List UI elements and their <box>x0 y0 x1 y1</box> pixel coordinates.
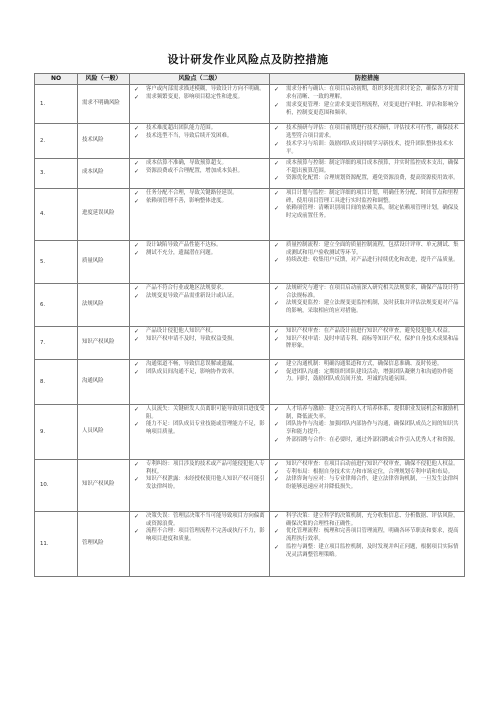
checkmark-icon: ✓ <box>134 189 140 197</box>
checkmark-icon: ✓ <box>274 476 280 484</box>
risk-point-text: 测试不充分，遗漏潜在问题。 <box>146 249 217 256</box>
risk-point-list <box>133 160 266 176</box>
risk-point-text: 团队成员间沟通不足，影响协作效率。 <box>146 368 238 375</box>
risk-point-list <box>133 406 266 438</box>
checkmark-icon: ✓ <box>134 249 140 257</box>
checkmark-icon: ✓ <box>134 167 140 175</box>
measure-list <box>273 461 461 493</box>
row-number: 6. <box>35 283 78 326</box>
measure-item <box>273 285 461 301</box>
measures-cell <box>270 511 465 576</box>
measure-text: 需求变更管理：建立需求变更管理流程，对变更进行审批、评估和影响分析，控制变更范围和频率。 <box>286 101 459 116</box>
risk-point-item <box>133 190 266 198</box>
measure-text: 团队协作与沟通：加强团队内部协作与沟通，确保团队成员之间的知识共享和能力提升。 <box>286 421 459 436</box>
table-row <box>35 459 465 511</box>
measure-text: 促进团队沟通：定期组织团队建设活动，增强团队凝聚力和沟通协作能力。同时，鼓励团队成员间开放、坦诚的沟通氛围。 <box>286 368 454 383</box>
measure-list <box>273 125 461 157</box>
risk-point-item <box>133 285 266 293</box>
table-row <box>35 158 465 188</box>
row-number: 5. <box>35 240 78 283</box>
measure-list <box>273 160 461 184</box>
measures-cell <box>270 283 465 326</box>
measure-text: 技术学习与培训：鼓励团队成员持续学习新技术，提升团队整体技术水平。 <box>286 140 454 155</box>
measure-item <box>273 141 461 157</box>
table-row <box>35 124 465 159</box>
risk-point-text: 知识产权泄露：未经授权使用他人知识产权可能引发法律纠纷。 <box>146 476 265 491</box>
measures-cell <box>270 240 465 283</box>
checkmark-icon: ✓ <box>274 189 280 197</box>
measure-text: 科学决策：建立科学的决策机制，充分收集信息、分析数据、评估风险，确保决策的合理性和正确性。 <box>286 512 459 527</box>
measure-text: 知识产权审查：在项目启动前进行知识产权审查，确保不侵犯他人权益。 <box>286 460 459 467</box>
measure-item <box>273 336 461 352</box>
measure-item <box>273 86 461 102</box>
measure-text: 质量控制流程：建立全面的质量控制流程，包括设计评审、单元测试、集成测试和用户验收测试等环节。 <box>286 241 459 256</box>
risk-point-list <box>133 125 266 141</box>
measure-list <box>273 86 461 118</box>
risk-point-item <box>133 406 266 422</box>
risk-point-text: 能力不足：团队成员专业技能或管理能力不足，影响项目质量。 <box>146 421 265 436</box>
measures-cell <box>270 158 465 188</box>
checkmark-icon: ✓ <box>134 360 140 368</box>
checkmark-icon: ✓ <box>134 421 140 429</box>
checkmark-icon: ✓ <box>134 132 140 140</box>
table-row <box>35 326 465 359</box>
measure-list <box>273 406 461 446</box>
checkmark-icon: ✓ <box>274 241 280 249</box>
measure-text: 人才培养与激励：建立完善的人才培养体系，提供职业发展机会和激励机制，降低流失率。 <box>286 405 459 420</box>
measure-item <box>273 300 461 316</box>
table-row <box>35 240 465 283</box>
checkmark-icon: ✓ <box>134 159 140 167</box>
row-number: 2. <box>35 124 78 159</box>
checkmark-icon: ✓ <box>134 241 140 249</box>
header-points: 风险点（二级） <box>130 74 270 85</box>
risk-category: 管理风险 <box>78 511 130 576</box>
risk-points-cell <box>130 404 270 459</box>
checkmark-icon: ✓ <box>134 460 140 468</box>
risk-points-cell <box>130 85 270 124</box>
measure-list <box>273 513 461 560</box>
risk-point-text: 任务分配不合理，导致关键路径延误。 <box>146 189 238 196</box>
measure-text: 依赖项管理：清晰识别项目间的依赖关系，制定依赖项管理计划，确保及时完成前置任务。 <box>286 205 459 220</box>
risk-point-list <box>133 285 266 301</box>
checkmark-icon: ✓ <box>274 300 280 308</box>
table-row <box>35 511 465 576</box>
risk-category: 法规风险 <box>78 283 130 326</box>
risk-point-item <box>133 125 266 133</box>
risk-point-item <box>133 242 266 250</box>
risk-point-text: 流程不合理：项目管理流程不完善或执行不力，影响项目进度和质量。 <box>146 528 265 543</box>
measure-item <box>273 205 461 221</box>
checkmark-icon: ✓ <box>134 405 140 413</box>
measure-text: 需求分析与确认：在项目启动初期，组织多轮需求讨论会，确保各方对需求有清晰、一致的理解。 <box>286 86 459 100</box>
checkmark-icon: ✓ <box>134 512 140 520</box>
risk-point-item <box>133 369 266 377</box>
measure-item <box>273 102 461 118</box>
risk-category: 质量风险 <box>78 240 130 283</box>
checkmark-icon: ✓ <box>274 86 280 93</box>
risk-point-item <box>133 168 266 176</box>
risk-point-list <box>133 242 266 258</box>
measure-list <box>273 285 461 317</box>
checkmark-icon: ✓ <box>274 327 280 335</box>
measure-item <box>273 528 461 544</box>
risk-point-text: 知识产权申请不及时，导致权益受损。 <box>146 335 238 342</box>
checkmark-icon: ✓ <box>134 292 140 300</box>
checkmark-icon: ✓ <box>274 140 280 148</box>
risk-point-text: 产品不符合行业或地区法规要求。 <box>146 284 227 291</box>
checkmark-icon: ✓ <box>134 335 140 343</box>
checkmark-icon: ✓ <box>134 528 140 536</box>
measure-text: 项目计划与监控：制定详细的项目计划，明确任务分配、时间节点和里程碑，使用项目管理工具进行实时监控和调整。 <box>286 189 459 204</box>
checkmark-icon: ✓ <box>134 197 140 205</box>
risk-category: 知识产权风险 <box>78 326 130 359</box>
checkmark-icon: ✓ <box>134 284 140 292</box>
measure-item <box>273 328 461 336</box>
risk-point-item <box>133 198 266 206</box>
checkmark-icon: ✓ <box>274 528 280 536</box>
measure-item <box>273 437 461 445</box>
risk-point-text: 法规变更导致产品需重新设计或认证。 <box>146 292 238 299</box>
measure-text: 知识产权审查：在产品设计前进行知识产权审查，避免侵犯他人权益。 <box>286 327 454 334</box>
risk-category: 技术风险 <box>78 124 130 159</box>
checkmark-icon: ✓ <box>274 335 280 343</box>
risk-point-item <box>133 86 266 94</box>
checkmark-icon: ✓ <box>274 159 280 167</box>
measure-item <box>273 406 461 422</box>
risk-category: 进度延误风险 <box>78 188 130 240</box>
checkmark-icon: ✓ <box>274 405 280 413</box>
risk-point-list <box>133 461 266 493</box>
measure-item <box>273 369 461 385</box>
measure-item <box>273 544 461 560</box>
checkmark-icon: ✓ <box>134 125 140 132</box>
risk-point-item <box>133 513 266 529</box>
measure-item <box>273 461 461 469</box>
risk-point-item <box>133 336 266 344</box>
checkmark-icon: ✓ <box>274 437 280 445</box>
measure-text: 资源优化配置：合理规划资源配置，避免资源浪费，提高资源使用效率。 <box>286 175 459 182</box>
risk-point-item <box>133 421 266 437</box>
checkmark-icon: ✓ <box>134 86 140 93</box>
checkmark-icon: ✓ <box>274 544 280 552</box>
risk-point-text: 依赖项管理不善，影响整体进度。 <box>146 197 227 204</box>
table-row <box>35 283 465 326</box>
measures-cell <box>270 188 465 240</box>
measure-list <box>273 190 461 222</box>
measure-item <box>273 257 461 265</box>
document-title: 设计研发作业风险点及防控措施 <box>167 53 329 66</box>
risk-points-cell <box>130 240 270 283</box>
measures-cell <box>270 326 465 359</box>
measure-text: 法规变更监控：建立法规变更监控机制，及时获取并评估法规变更对产品的影响，采取相应的应对措施。 <box>286 300 459 315</box>
row-number: 1. <box>35 85 78 124</box>
measure-text: 成本预算与控制：制定详细的项目成本预算，并实时监控成本支出，确保不超出预算范围。 <box>286 159 459 174</box>
risk-point-item <box>133 250 266 258</box>
risk-points-cell <box>130 326 270 359</box>
measure-text: 优化管理流程：梳理和完善项目管理流程，明确各环节职责和要求，提高流程执行效率。 <box>286 528 459 543</box>
measures-cell <box>270 124 465 159</box>
risk-point-list <box>133 328 266 344</box>
row-number: 8. <box>35 359 78 404</box>
risk-category: 需求不明确风险 <box>78 85 130 124</box>
checkmark-icon: ✓ <box>134 368 140 376</box>
measure-text: 专利布局：根据自身技术实力和市场定位，合理规划专利申请和布局。 <box>286 468 454 475</box>
checkmark-icon: ✓ <box>274 512 280 520</box>
measure-item <box>273 513 461 529</box>
checkmark-icon: ✓ <box>274 284 280 292</box>
header-measures: 防控措施 <box>270 74 465 85</box>
measure-text: 建立沟通机制：明确沟通渠道和方式，确保信息准确、及时传递。 <box>286 360 443 367</box>
risk-point-text: 技术难度超出团队能力范围。 <box>146 125 217 131</box>
risk-points-cell <box>130 188 270 240</box>
risk-point-text: 沟通渠道不畅，导致信息误解或遗漏。 <box>146 360 238 367</box>
row-number: 7. <box>35 326 78 359</box>
measure-item <box>273 476 461 492</box>
checkmark-icon: ✓ <box>274 175 280 183</box>
risk-points-cell <box>130 283 270 326</box>
risk-point-item <box>133 461 266 477</box>
checkmark-icon: ✓ <box>274 257 280 265</box>
measure-item <box>273 421 461 437</box>
measure-text: 知识产权申请：及时申请专利、商标等知识产权，保护自身技术成果和品牌形象。 <box>286 335 459 350</box>
risk-point-item <box>133 293 266 301</box>
measure-text: 外部招聘与合作：在必要时，通过外部招聘或合作引入优秀人才和资源。 <box>286 437 459 444</box>
checkmark-icon: ✓ <box>274 421 280 429</box>
header-risk: 风险（一般） <box>78 74 130 85</box>
risk-point-text: 产品设计侵犯他人知识产权。 <box>146 327 217 334</box>
risk-point-item <box>133 328 266 336</box>
risk-points-cell <box>130 158 270 188</box>
risk-point-text: 人员流失：关键研发人员离职可能导致项目进度受阻。 <box>146 405 265 420</box>
checkmark-icon: ✓ <box>274 101 280 109</box>
measure-list <box>273 328 461 352</box>
table-row <box>35 404 465 459</box>
risk-point-text: 资源浪费或不合理配置，增加成本负担。 <box>146 167 244 174</box>
risk-point-item <box>133 160 266 168</box>
table-row <box>35 85 465 124</box>
risk-point-list <box>133 86 266 102</box>
risk-point-item <box>133 133 266 141</box>
measures-cell <box>270 85 465 124</box>
risk-category: 沟通风险 <box>78 359 130 404</box>
row-number: 10. <box>35 459 78 511</box>
checkmark-icon: ✓ <box>274 468 280 476</box>
risk-point-text: 技术选型不当，导致后续开发困难。 <box>146 132 233 139</box>
checkmark-icon: ✓ <box>274 460 280 468</box>
risk-point-text: 需求频繁变更，影响项目稳定性和进度。 <box>146 93 244 100</box>
risk-point-item <box>133 476 266 492</box>
measure-item <box>273 361 461 369</box>
risk-points-cell <box>130 359 270 404</box>
row-number: 9. <box>35 404 78 459</box>
risk-point-item <box>133 94 266 102</box>
table-header-row <box>35 74 465 85</box>
measures-cell <box>270 459 465 511</box>
risk-point-text: 成本估算不准确，导致预算超支。 <box>146 159 227 166</box>
measure-item <box>273 175 461 183</box>
checkmark-icon: ✓ <box>134 327 140 335</box>
measures-cell <box>270 359 465 404</box>
checkmark-icon: ✓ <box>274 205 280 213</box>
risk-point-text: 设计缺陷导致产品性能不达标。 <box>146 241 222 248</box>
measure-text: 法律咨询与应对：与专业律师合作，建立法律咨询机制，一旦发生法律纠纷能够迅速应对并降低损失。 <box>286 476 459 491</box>
measure-list <box>273 242 461 266</box>
risk-points-cell <box>130 124 270 159</box>
risk-category: 知识产权风险 <box>78 459 130 511</box>
measures-cell <box>270 404 465 459</box>
risk-point-list <box>133 513 266 545</box>
row-number: 11. <box>35 511 78 576</box>
measure-text: 法规研究与遵守：在项目启动前深入研究相关法规要求，确保产品设计符合法规标准。 <box>286 284 459 299</box>
row-number: 4. <box>35 188 78 240</box>
measure-text: 技术预研与评估：在项目前期进行技术预研，评估技术可行性，确保技术选型符合项目需求。 <box>286 125 459 139</box>
checkmark-icon: ✓ <box>274 125 280 132</box>
measure-list <box>273 361 461 385</box>
risk-point-list <box>133 361 266 377</box>
measure-text: 监控与调整：建立项目监控机制，及时发现并纠正问题，根据项目实际情况灵活调整管理策略。 <box>286 544 459 559</box>
risk-point-item <box>133 361 266 369</box>
risk-point-list <box>133 190 266 206</box>
checkmark-icon: ✓ <box>134 93 140 101</box>
risk-point-item <box>133 528 266 544</box>
header-no: NO <box>35 74 78 85</box>
measure-item <box>273 160 461 176</box>
checkmark-icon: ✓ <box>134 476 140 484</box>
table-row <box>35 359 465 404</box>
risk-points-cell <box>130 511 270 576</box>
risk-category: 成本风险 <box>78 158 130 188</box>
measure-item <box>273 242 461 258</box>
checkmark-icon: ✓ <box>274 360 280 368</box>
risk-point-text: 决策失误：管理层决策不当可能导致项目方向偏离或资源浪费。 <box>146 512 265 527</box>
measure-text: 持续改进：收集用户反馈，对产品进行持续优化和改进，提升产品质量。 <box>286 257 459 264</box>
risk-point-text: 专利纠纷：项目涉及的技术或产品可能侵犯他人专利权。 <box>146 460 265 475</box>
table-row <box>35 188 465 240</box>
row-number: 3. <box>35 158 78 188</box>
measure-item <box>273 190 461 206</box>
risk-point-text: 客户或内部需求描述模糊，导致设计方向不明确。 <box>146 86 265 92</box>
measure-item <box>273 125 461 141</box>
risk-table <box>34 73 465 577</box>
checkmark-icon: ✓ <box>274 368 280 376</box>
risk-category: 人员风险 <box>78 404 130 459</box>
risk-points-cell <box>130 459 270 511</box>
